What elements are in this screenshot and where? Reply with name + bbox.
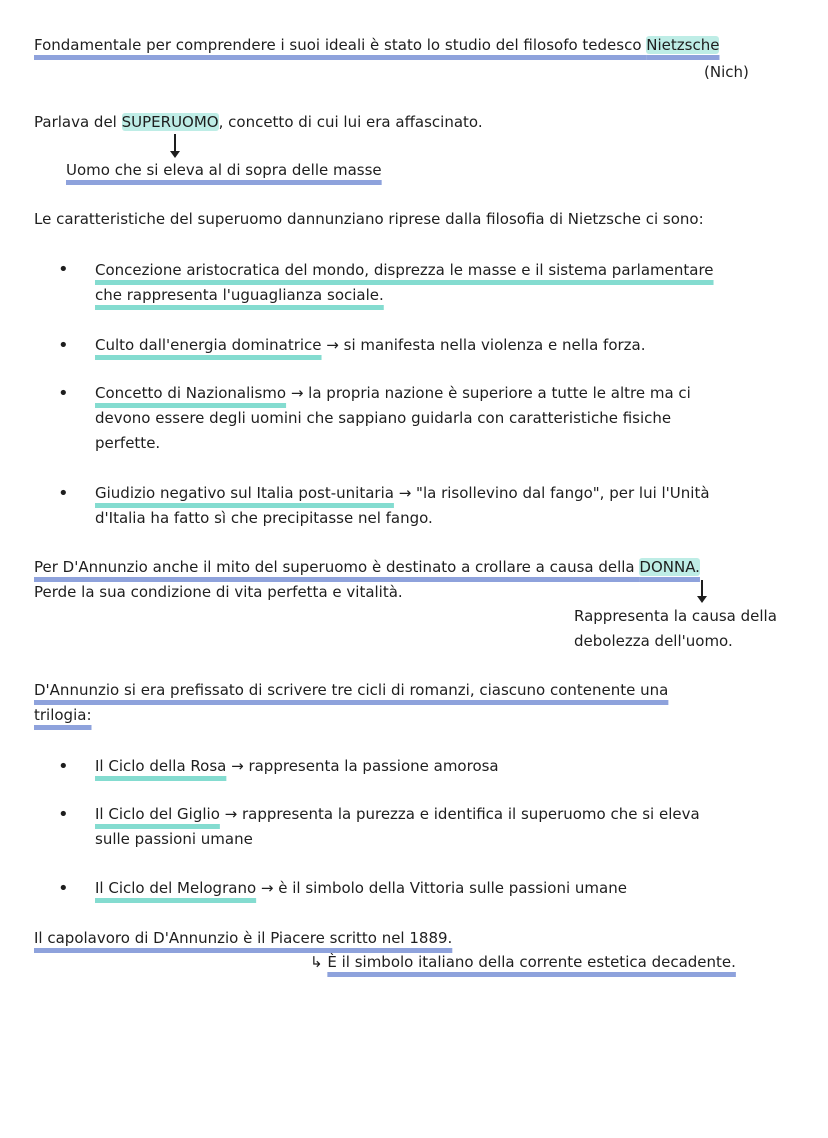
char-item-4-key: Giudizio negativo sul Italia post-unitaria bbox=[95, 484, 394, 502]
return-arrow-icon: ↳ bbox=[310, 953, 323, 971]
char-item-3-line2: devono essere degli uomini che sappiano guidarla con caratteristiche fisiche bbox=[95, 409, 672, 427]
char-item-1-text: Concezione aristocratica del mondo, disprezza le masse e il sistema parlamentare bbox=[95, 261, 714, 279]
bullet-5: • bbox=[58, 756, 69, 777]
char-item-4-line1 bbox=[95, 481, 710, 505]
cycles-intro-line2 bbox=[34, 703, 92, 727]
capolavoro-line2 bbox=[310, 950, 736, 974]
superuomo-line bbox=[34, 110, 483, 134]
bullet-2: • bbox=[58, 335, 69, 356]
superuomo-definition bbox=[66, 158, 382, 182]
cycle-item-2-key: Il Ciclo del Giglio bbox=[95, 805, 220, 823]
cycle-item-2-rest: → rappresenta la purezza e identifica il superuomo che si eleva bbox=[219, 805, 700, 823]
char-item-4-rest: → "la risollevino dal fango", per lui l'Unità bbox=[393, 484, 710, 502]
char-item-4-line2: d'Italia ha fatto sì che precipitasse nel fango. bbox=[95, 509, 433, 527]
donna-note-line2: debolezza dell'uomo. bbox=[574, 632, 733, 650]
capolavoro-line1 bbox=[34, 926, 452, 950]
cycle-item-3-rest: → è il simbolo della Vittoria sulle passioni umane bbox=[256, 879, 627, 897]
superuomo-term: SUPERUOMO bbox=[121, 113, 219, 131]
superuomo-suffix: , concetto di cui lui era affascinato. bbox=[218, 113, 483, 131]
cycles-intro-line1 bbox=[34, 678, 668, 702]
characteristics-intro: Le caratteristiche del superuomo dannunziano riprese dalla filosofia di Nietzsche ci sono: bbox=[34, 210, 704, 228]
cycle-item-2-line2: sulle passioni umane bbox=[95, 830, 253, 848]
capolavoro-text2: È il simbolo italiano della corrente estetica decadente. bbox=[327, 953, 736, 971]
cycle-item-2-line1 bbox=[95, 802, 700, 826]
char-item-3-line3: perfette. bbox=[95, 434, 161, 452]
cycle-item-1-rest: → rappresenta la passione amorosa bbox=[226, 757, 499, 775]
donna-note-line1: Rappresenta la causa della bbox=[574, 607, 777, 625]
donna-term: DONNA. bbox=[639, 558, 700, 576]
cycles-intro-text2: trilogia: bbox=[34, 706, 92, 724]
bullet-6: • bbox=[58, 804, 69, 825]
donna-line2: Perde la sua condizione di vita perfetta e vitalità. bbox=[34, 583, 403, 601]
char-item-3-rest: → la propria nazione è superiore a tutte le altre ma ci bbox=[286, 384, 691, 402]
nietzsche-name: Nietzsche bbox=[646, 36, 720, 54]
donna-prefix: Per D'Annunzio anche il mito del superuomo è destinato a crollare a causa della bbox=[34, 558, 640, 576]
char-item-2-rest: → si manifesta nella violenza e nella forza. bbox=[321, 336, 646, 354]
intro-text: Fondamentale per comprendere i suoi ideali è stato lo studio del filosofo tedesco bbox=[34, 36, 647, 54]
char-item-2-key: Culto dall'energia dominatrice bbox=[95, 336, 322, 354]
pronunciation-note: (Nich) bbox=[704, 63, 749, 81]
cycle-item-3 bbox=[95, 876, 627, 900]
bullet-3: • bbox=[58, 383, 69, 404]
cycle-item-1 bbox=[95, 754, 499, 778]
superuomo-prefix: Parlava del bbox=[34, 113, 122, 131]
definition-text: Uomo che si eleva al di sopra delle masse bbox=[66, 161, 382, 179]
bullet-1: • bbox=[58, 259, 69, 280]
bullet-4: • bbox=[58, 483, 69, 504]
down-arrow-icon bbox=[696, 580, 708, 604]
down-arrow-icon bbox=[169, 134, 181, 158]
bullet-7: • bbox=[58, 878, 69, 899]
cycles-intro-text: D'Annunzio si era prefissato di scrivere tre cicli di romanzi, ciascuno contenente una bbox=[34, 681, 669, 699]
char-item-2 bbox=[95, 333, 646, 357]
intro-line bbox=[34, 33, 719, 57]
char-item-1-line1 bbox=[95, 258, 714, 282]
donna-line bbox=[34, 555, 700, 579]
char-item-1-text2: che rappresenta l'uguaglianza sociale. bbox=[95, 286, 384, 304]
capolavoro-text: Il capolavoro di D'Annunzio è il Piacere scritto nel 1889. bbox=[34, 929, 453, 947]
char-item-3-key: Concetto di Nazionalismo bbox=[95, 384, 287, 402]
cycle-item-3-key: Il Ciclo del Melograno bbox=[95, 879, 257, 897]
char-item-1-line2 bbox=[95, 283, 384, 307]
char-item-3-line1 bbox=[95, 381, 691, 405]
cycle-item-1-key: Il Ciclo della Rosa bbox=[95, 757, 227, 775]
